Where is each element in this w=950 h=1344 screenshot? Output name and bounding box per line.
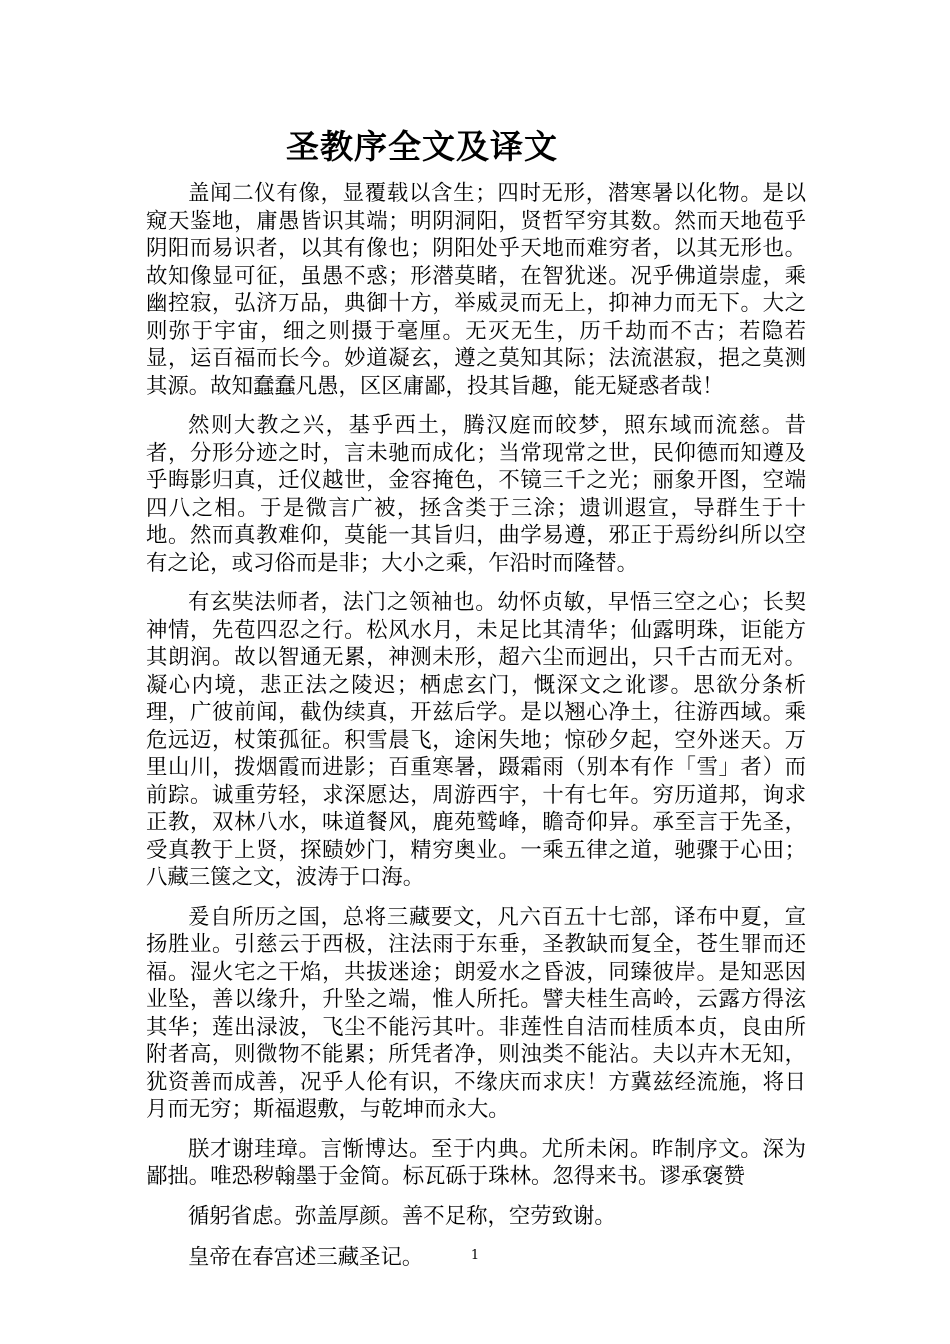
paragraph-3: 有玄奘法师者，法门之领袖也。幼怀贞敏，早悟三空之心；长契神情，先苞四忍之行。松风水月，未足比其清华；仙露明珠，讵能方其朗润。故以智通无累，神测未形，超六尘而迥出，只千古而无对。凝心内境，悲正法之陵迟；栖虑玄门，慨深文之讹谬。思欲分条析理，广彼前闻，截伪续真，开兹后学。是以翘心净土，往游西域。乘危远迈，杖策孤征。积雪晨飞，途闲失地；惊砂夕起，空外迷天。万里山川，拨烟霞而进影；百重寒暑，蹑霜雨（别本有作「雪」者）而前踪。诚重劳轻，求深愿达，周游西宇，十有七年。穷历道邦，询求正教，双林八水，味道餐风，鹿苑鹫峰，瞻奇仰异。承至言于先圣，受真教于上贤，探赜妙门，精穷奥业。一乘五律之道，驰骤于心田；八藏三箧之文，波涛于口海。 <box>146 590 806 890</box>
paragraph-1: 盖闻二仪有像，显覆载以含生；四时无形，潜寒暑以化物。是以窥天鉴地，庸愚皆识其端；明阴洞阳，贤哲罕穷其数。然而天地苞乎阴阳而易识者，以其有像也；阴阳处乎天地而难穷者，以其无形也。故知像显可征，虽愚不惑；形潜莫睹，在智犹迷。况乎佛道崇虚，乘幽控寂，弘济万品，典御十方，举威灵而无上，抑神力而无下。大之则弥于宇宙，细之则摄于毫厘。无灭无生，历千劫而不古；若隐若显，运百福而长今。妙道凝玄，遵之莫知其际；法流湛寂，挹之莫测其源。故知蠢蠢凡愚，区区庸鄙，投其旨趣，能无疑惑者哉！ <box>146 181 806 399</box>
document-title: 圣教序全文及译文 <box>286 127 558 166</box>
paragraph-2: 然则大教之兴，基乎西土，腾汉庭而皎梦，照东域而流慈。昔者，分形分迹之时，言未驰而成化；当常现常之世，民仰德而知遵及乎晦影归真，迁仪越世，金容掩色，不镜三千之光；丽象开图，空端四八之相。于是微言广被，拯含类于三涂；遗训遐宣，导群生于十地。然而真教难仰，莫能一其旨归，曲学易遵，邪正于焉纷纠所以空有之论，或习俗而是非；大小之乘，乍沿时而隆替。 <box>146 413 806 576</box>
paragraph-7: 皇帝在春宫述三藏圣记。 <box>188 1245 424 1270</box>
paragraph-6: 循躬省虑。弥盖厚颜。善不足称，空劳致谢。 <box>188 1203 616 1229</box>
page-number: 1 <box>470 1248 480 1263</box>
document-body <box>146 180 806 1286</box>
paragraph-4: 爰自所历之国，总将三藏要文，凡六百五十七部，译布中夏，宣扬胜业。引慈云于西极，注法雨于东垂，圣教缺而复全，苍生罪而还福。湿火宅之干焰，共拔迷途；朗爱水之昏波，同臻彼岸。是知恶因业坠，善以缘升，升坠之端，惟人所托。譬夫桂生高岭，云露方得泫其华；莲出渌波，飞尘不能污其叶。非莲性自洁而桂质本贞，良由所附者高，则微物不能累；所凭者净，则浊类不能沾。夫以卉木无知，犹资善而成善，况乎人伦有识，不缘庆而求庆！方冀兹经流施，将日月而无穷；斯福遐敷，与乾坤而永大。 <box>146 904 806 1122</box>
paragraph-5: 朕才谢珪璋。言惭博达。至于内典。尤所未闲。昨制序文。深为鄙拙。唯恐秽翰墨于金简。标瓦砾于珠林。忽得来书。谬承褒赞 <box>146 1136 806 1189</box>
